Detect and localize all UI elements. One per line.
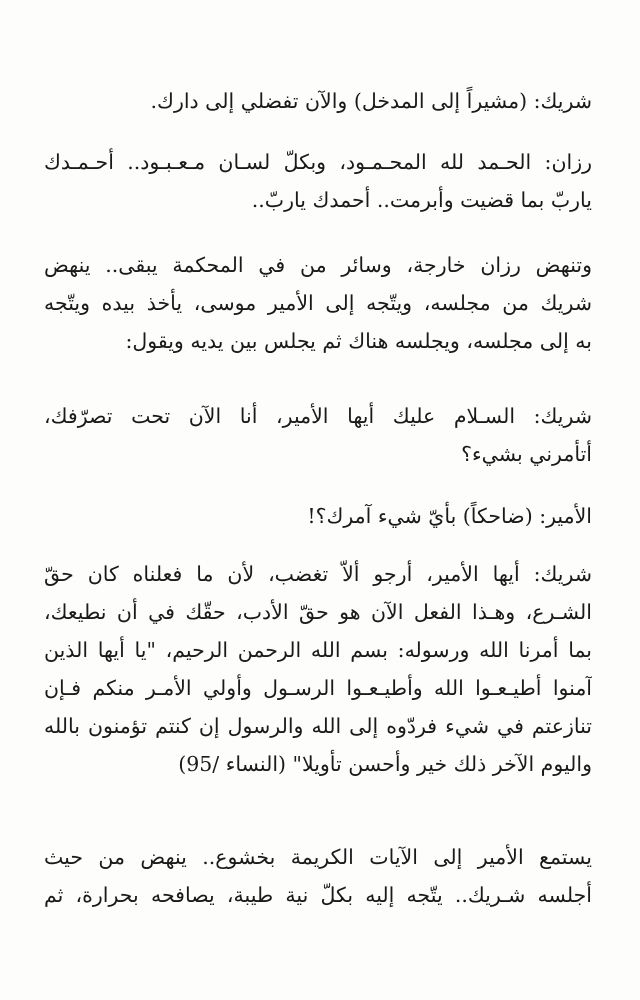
paragraph-dialogue-sharik-2 <box>44 397 592 473</box>
text-line: يستمع الأمير إلى الآيات الكريمة بخشوع.. ينهض من حيث <box>44 845 592 869</box>
text-line: بما أمرنا الله ورسوله: بسم الله الرحمن الرحيم، "يا أيها الذين <box>44 638 592 662</box>
text-line: رزان: الحـمد لله المحـمـود، وبكلّ لسـان مـعـبـود.. أحـمـدك <box>44 150 592 174</box>
text-line: الشـرع، وهـذا الفعل الآن هو حقّ الأدب، حقّك في أن نطيعك، <box>44 600 592 624</box>
text-line: شريك: أيها الأمير، أرجو ألاّ تغضب، لأن ما فعلناه كان حقّ <box>44 562 592 586</box>
paragraph-narration-2 <box>44 838 592 914</box>
paragraph-narration-1 <box>44 246 592 360</box>
text-line: الأمير: (ضاحكاً) بأيّ شيء آمرك؟! <box>307 504 592 528</box>
text-line: تنازعتم في شيء فردّوه إلى الله والرسول إن كنتم تؤمنون بالله <box>44 714 592 738</box>
paragraph-dialogue-razan <box>44 143 592 219</box>
text-line: به إلى مجلسه، ويجلسه هناك ثم يجلس بين يديه ويقول: <box>125 329 592 353</box>
text-line: شريك: السـلام عليك أيها الأمير، أنا الآن تحت تصرّفك، <box>44 404 592 428</box>
text-line: شريك من مجلسه، ويتّجه إلى الأمير موسى، يأخذ بيده ويتّجه <box>44 291 592 315</box>
paragraph-dialogue-sharik-3 <box>44 555 592 783</box>
text-line: وتنهض رزان خارجة، وسائر من في المحكمة يبقى.. ينهض <box>44 253 592 277</box>
text-line: ياربّ بما قضيت وأبرمت.. أحمدك ياربّ.. <box>251 188 592 212</box>
text-line: أتأمرني بشيء؟ <box>461 442 592 466</box>
paragraph-dialogue-sharik-1 <box>44 82 592 120</box>
text-line: أجلسه شـريك.. يتّجه إليه بكلّ نية طيبة، يصافحه بحرارة، ثم <box>44 883 592 907</box>
text-line: واليوم الآخر ذلك خير وأحسن تأويلا" (النساء /95) <box>178 752 592 776</box>
paragraph-dialogue-amir <box>44 497 592 535</box>
text-line: شريك: (مشيراً إلى المدخل) والآن تفضلي إلى دارك. <box>150 89 592 113</box>
text-line: آمنوا أطيـعـوا الله وأطيـعـوا الرسـول وأولي الأمـر منكم فـإن <box>44 676 592 700</box>
